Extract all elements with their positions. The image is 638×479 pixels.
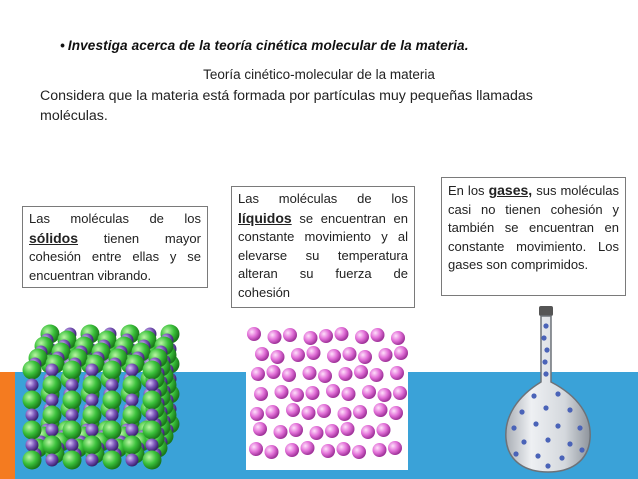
pink-molecule bbox=[266, 405, 280, 419]
gas-molecule bbox=[579, 447, 584, 452]
pink-molecule bbox=[304, 331, 318, 345]
solid-molecules-group bbox=[23, 325, 180, 470]
pink-molecule bbox=[353, 405, 367, 419]
purple-molecule bbox=[46, 364, 59, 377]
green-molecule bbox=[103, 361, 122, 380]
pink-molecule bbox=[265, 445, 279, 459]
pink-molecule bbox=[337, 442, 351, 456]
pink-molecule bbox=[319, 329, 333, 343]
slide-heading bbox=[60, 38, 469, 53]
gas-keyword: gases, bbox=[488, 182, 533, 198]
pink-molecule bbox=[362, 385, 376, 399]
solid-text-pre: Las moléculas de los bbox=[29, 211, 201, 226]
pink-molecule bbox=[325, 424, 339, 438]
pink-molecule bbox=[355, 330, 369, 344]
gas-flask-illustration bbox=[500, 304, 596, 474]
purple-molecule bbox=[106, 379, 119, 392]
pink-molecule bbox=[306, 386, 320, 400]
green-molecule bbox=[63, 451, 82, 470]
liquid-description-box bbox=[231, 186, 415, 308]
gas-molecule bbox=[543, 405, 548, 410]
flask-stopper bbox=[539, 306, 553, 316]
pink-molecule bbox=[335, 327, 349, 341]
purple-molecule bbox=[146, 439, 159, 452]
gas-molecule bbox=[521, 439, 526, 444]
gas-molecule bbox=[577, 425, 582, 430]
pink-molecule bbox=[390, 366, 404, 380]
green-molecule bbox=[23, 391, 42, 410]
pink-molecule bbox=[301, 441, 315, 455]
pink-molecule bbox=[289, 423, 303, 437]
green-molecule bbox=[43, 436, 62, 455]
green-molecule bbox=[143, 391, 162, 410]
gas-molecule bbox=[511, 425, 516, 430]
bullet-icon: • bbox=[60, 38, 65, 53]
pink-molecule bbox=[394, 346, 408, 360]
pink-molecule bbox=[321, 444, 335, 458]
gas-molecule bbox=[543, 371, 548, 376]
purple-molecule bbox=[26, 379, 39, 392]
gas-molecule bbox=[513, 451, 518, 456]
green-molecule bbox=[143, 451, 162, 470]
green-molecule bbox=[103, 451, 122, 470]
purple-molecule bbox=[26, 409, 39, 422]
purple-molecule bbox=[46, 424, 59, 437]
green-molecule bbox=[123, 376, 142, 395]
gas-molecule bbox=[555, 391, 560, 396]
gas-molecule bbox=[555, 423, 560, 428]
green-molecule bbox=[23, 361, 42, 380]
purple-molecule bbox=[126, 454, 139, 467]
gas-molecule bbox=[567, 441, 572, 446]
slide-heading-text: Investiga acerca de la teoría cinética molecular de la materia. bbox=[67, 38, 469, 53]
pink-molecule bbox=[342, 387, 356, 401]
pink-molecule bbox=[274, 425, 288, 439]
purple-molecule bbox=[106, 409, 119, 422]
pink-molecule bbox=[379, 348, 393, 362]
green-molecule bbox=[83, 406, 102, 425]
gas-molecule bbox=[543, 323, 548, 328]
pink-molecule bbox=[254, 387, 268, 401]
green-molecule bbox=[103, 391, 122, 410]
purple-molecule bbox=[146, 379, 159, 392]
green-molecule bbox=[63, 361, 82, 380]
green-molecule bbox=[83, 436, 102, 455]
pink-molecule bbox=[249, 442, 263, 456]
pink-molecule bbox=[267, 365, 281, 379]
gas-molecule bbox=[519, 409, 524, 414]
pink-molecule bbox=[327, 349, 341, 363]
gas-molecule bbox=[559, 455, 564, 460]
purple-molecule bbox=[46, 394, 59, 407]
green-molecule bbox=[63, 391, 82, 410]
pink-molecule bbox=[338, 407, 352, 421]
purple-molecule bbox=[86, 454, 99, 467]
pink-molecule bbox=[250, 407, 264, 421]
solid-lattice-illustration bbox=[20, 320, 210, 470]
gas-text-post: sus moléculas casi no tienen cohesión y también se encuentran en constante movimiento. Los gases son comprimidos. bbox=[448, 183, 620, 273]
solid-description-box bbox=[22, 206, 208, 288]
green-molecule bbox=[143, 421, 162, 440]
liquid-keyword: líquidos bbox=[238, 209, 292, 226]
pink-molecule bbox=[251, 367, 265, 381]
liquid-text-pre: Las moléculas de los bbox=[238, 191, 408, 206]
pink-molecule bbox=[373, 443, 387, 457]
solid-keyword: sólidos bbox=[29, 229, 79, 246]
purple-molecule bbox=[126, 424, 139, 437]
gas-molecule bbox=[542, 359, 547, 364]
gas-molecule bbox=[533, 421, 538, 426]
gas-description-box bbox=[441, 177, 626, 296]
flask-glass bbox=[506, 316, 590, 472]
pink-molecule bbox=[318, 369, 332, 383]
pink-molecule bbox=[255, 347, 269, 361]
intro-paragraph: Considera que la materia está formada por partículas muy pequeñas llamadas moléculas. bbox=[40, 88, 533, 124]
pink-molecule bbox=[310, 426, 324, 440]
purple-molecule bbox=[66, 439, 79, 452]
green-molecule bbox=[23, 451, 42, 470]
purple-molecule bbox=[106, 439, 119, 452]
pink-molecule bbox=[268, 330, 282, 344]
liquid-particles-illustration bbox=[246, 324, 408, 470]
purple-molecule bbox=[66, 379, 79, 392]
purple-molecule bbox=[126, 394, 139, 407]
green-molecule bbox=[123, 406, 142, 425]
pink-molecule bbox=[286, 403, 300, 417]
pink-molecule bbox=[307, 346, 321, 360]
green-molecule bbox=[23, 421, 42, 440]
pink-molecule bbox=[370, 368, 384, 382]
purple-molecule bbox=[146, 409, 159, 422]
pink-molecule bbox=[290, 388, 304, 402]
pink-molecule bbox=[339, 367, 353, 381]
pink-molecule bbox=[354, 365, 368, 379]
pink-molecule bbox=[361, 425, 375, 439]
pink-molecule bbox=[393, 386, 407, 400]
liquid-text-post: se encuentran en constante movimiento y al elevarse su temperatura alteran su fuerza de cohesión bbox=[238, 210, 408, 300]
pink-molecule bbox=[326, 384, 340, 398]
green-molecule bbox=[63, 421, 82, 440]
pink-molecule bbox=[317, 404, 331, 418]
pink-molecule bbox=[391, 331, 405, 345]
pink-molecule bbox=[389, 406, 403, 420]
gas-molecule bbox=[544, 347, 549, 352]
pink-molecule bbox=[302, 406, 316, 420]
green-molecule bbox=[43, 376, 62, 395]
pink-molecule bbox=[343, 347, 357, 361]
pink-molecule bbox=[291, 348, 305, 362]
pink-molecule bbox=[388, 441, 402, 455]
purple-molecule bbox=[66, 409, 79, 422]
gas-text-pre: En los bbox=[448, 183, 489, 198]
pink-molecule bbox=[341, 422, 355, 436]
pink-molecule bbox=[271, 350, 285, 364]
pink-molecule bbox=[282, 368, 296, 382]
pink-molecule bbox=[303, 366, 317, 380]
pink-molecule bbox=[283, 328, 297, 342]
pink-molecule bbox=[275, 385, 289, 399]
gas-molecule bbox=[567, 407, 572, 412]
green-molecule bbox=[103, 421, 122, 440]
purple-molecule bbox=[86, 394, 99, 407]
pink-molecule bbox=[352, 445, 366, 459]
gas-molecule bbox=[545, 463, 550, 468]
orange-accent-bar bbox=[0, 372, 15, 479]
purple-molecule bbox=[126, 364, 139, 377]
green-molecule bbox=[123, 436, 142, 455]
gas-molecule bbox=[545, 437, 550, 442]
pink-molecule bbox=[377, 423, 391, 437]
gas-molecule bbox=[535, 453, 540, 458]
gas-molecule bbox=[541, 335, 546, 340]
pink-molecule bbox=[358, 350, 372, 364]
subtitle: Teoría cinético-molecular de la materia bbox=[203, 67, 435, 82]
pink-molecule bbox=[285, 443, 299, 457]
pink-molecule bbox=[371, 328, 385, 342]
purple-molecule bbox=[26, 439, 39, 452]
green-molecule bbox=[83, 376, 102, 395]
purple-molecule bbox=[46, 454, 59, 467]
purple-molecule bbox=[86, 364, 99, 377]
pink-molecule bbox=[253, 422, 267, 436]
green-molecule bbox=[143, 361, 162, 380]
solid-text-post: tienen mayor cohesión entre ellas y se encuentran vibrando. bbox=[29, 230, 201, 283]
pink-molecule bbox=[374, 403, 388, 417]
pink-molecule bbox=[378, 388, 392, 402]
pink-molecule bbox=[247, 327, 261, 341]
gas-molecule bbox=[531, 393, 536, 398]
green-molecule bbox=[43, 406, 62, 425]
purple-molecule bbox=[86, 424, 99, 437]
